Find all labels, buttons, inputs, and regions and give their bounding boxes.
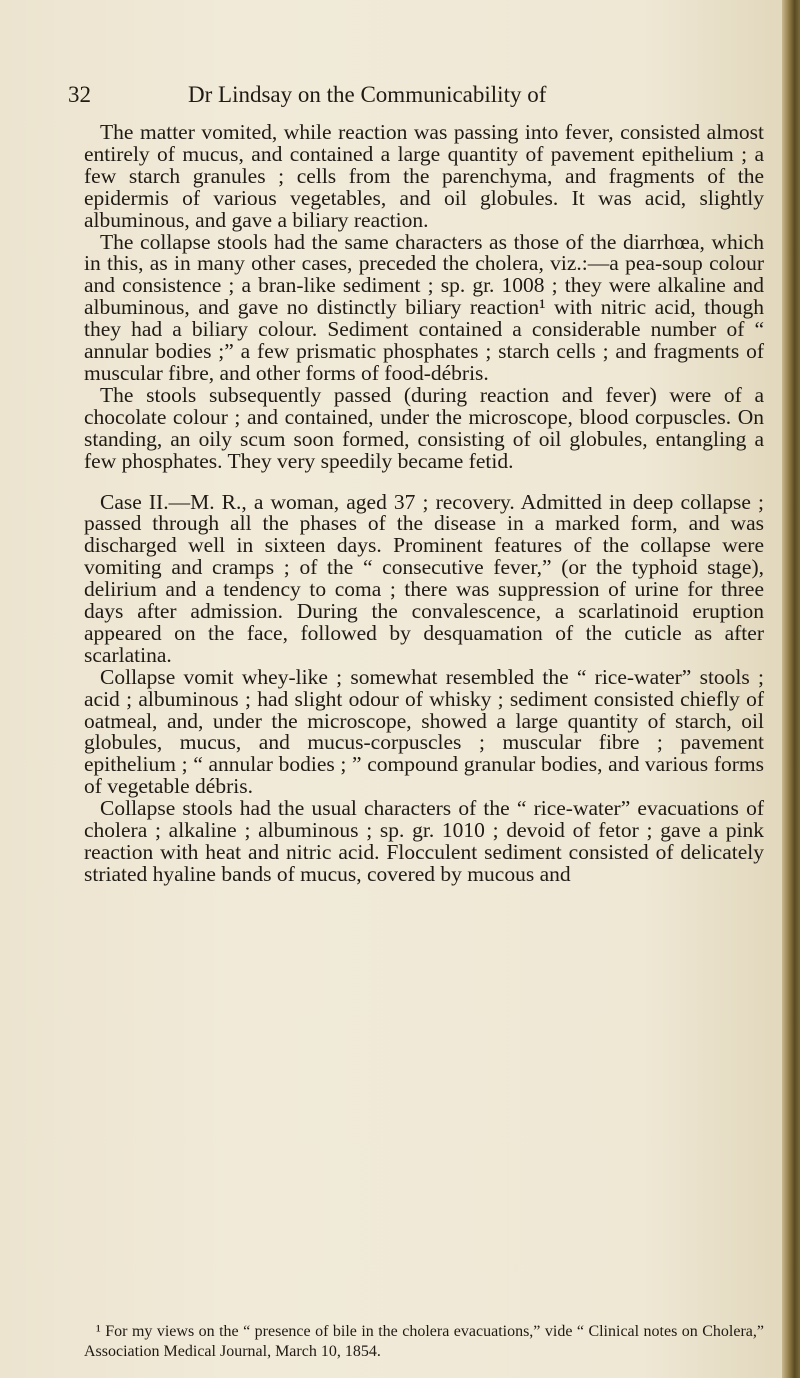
page-number: 32 bbox=[68, 82, 91, 107]
paragraph: Collapse stools had the usual characters of the “ rice-water” evacuations of cholera ; alkaline ; albuminous ; sp. gr. 1010 ; devoid of fetor ; gave a pink reaction with heat and nitric acid. Flocculent sediment consisted of delicately striated hyaline bands of mucus, covered by mucous and bbox=[84, 796, 764, 886]
running-title: Dr Lindsay on the Communicability of bbox=[188, 82, 547, 107]
paragraph: The stools subsequently passed (during reaction and fever) were of a chocolate colour ; and contained, under the microscope, blood corpuscles. On standing, an oily scum soon formed, consisting of oil globules, entangling a few phosphates. They very speedily became fetid. bbox=[84, 382, 764, 473]
page-edge bbox=[782, 0, 800, 1378]
paragraph: Collapse vomit whey-like ; somewhat resembled the “ rice-water” stools ; acid ; albuminous ; had slight odour of whisky ; sediment consisted chiefly of oatmeal, and, under the microscope, showed a large quantity of starch, oil globules, mucus, and mucus-corpuscles ; muscular fibre ; pavement epithelium ; “ annular bodies ; ” compound granular bodies, and various forms of vegetable débris. bbox=[84, 664, 764, 799]
footnotes bbox=[84, 1322, 764, 1362]
running-header bbox=[68, 82, 748, 114]
paragraph: The matter vomited, while reaction was passing into fever, consisted almost entirely of mucus, and contained a large quantity of pavement epithelium ; a few starch granules ; cells from the parenchyma, and fragments of the epidermis of various vegetables, and oil globules. It was acid, slightly albuminous, and gave a biliary reaction. bbox=[84, 120, 764, 232]
footnote: ¹ For my views on the “ presence of bile in the cholera evacuations,” vide “ Clinical notes on Cholera,” Association Medical Journal, March 10, 1854. bbox=[84, 1323, 764, 1360]
body-text bbox=[84, 122, 764, 886]
paragraph: The collapse stools had the same characters as those of the diarrhœa, which in this, as in many other cases, preceded the cholera, viz.:—a pea-soup colour and consistence ; a bran-like sediment ; sp. gr. 1008 ; they were alkaline and albuminous, and gave no distinctly biliary reaction¹ with nitric acid, though they had a biliary colour. Sediment contained a considerable number of “ annular bodies ;” a few prismatic phosphates ; starch cells ; and fragments of muscular fibre, and other forms of food-débris. bbox=[84, 229, 764, 385]
case-paragraph: Case II.—M. R., a woman, aged 37 ; recovery. Admitted in deep collapse ; passed through all the phases of the disease in a marked form, and was discharged well in sixteen days. Prominent features of the collapse were vomiting and cramps ; of the “ consecutive fever,” (or the typhoid stage), delirium and a tendency to coma ; there was suppression of urine for three days after admission. During the convalescence, a scarlatinoid eruption appeared on the face, followed by desquamation of the cuticle as after scarlatina. bbox=[84, 489, 764, 667]
